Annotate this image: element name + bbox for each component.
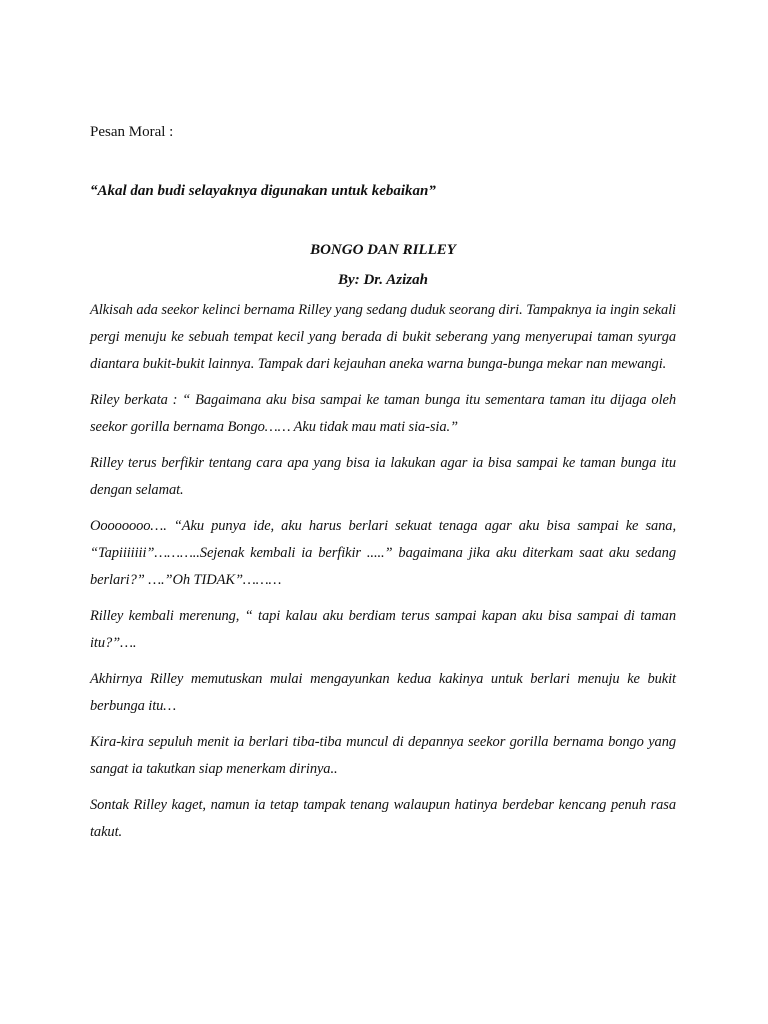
moral-quote: “Akal dan budi selayaknya digunakan untuk kebaikan” [90, 183, 436, 199]
moral-heading: Pesan Moral : [90, 124, 174, 140]
story-body [90, 297, 676, 855]
story-paragraph: Oooooooo…. “Aku punya ide, aku harus berlari sekuat tenaga agar aku bisa sampai ke sana, “Tapiiiiiii”………..Sejenak kembali ia berfikir .....” bagaimana jika aku diterkam saat aku sedang berlari?” ….”Oh TIDAK”……… [90, 518, 676, 588]
story-paragraph: Rilley kembali merenung, “ tapi kalau aku berdiam terus sampai kapan aku bisa sampai di taman itu?”…. [90, 608, 676, 651]
story-paragraph: Rilley terus berfikir tentang cara apa yang bisa ia lakukan agar ia bisa sampai ke taman bunga itu dengan selamat. [90, 455, 676, 498]
story-paragraph: Akhirnya Rilley memutuskan mulai mengayunkan kedua kakinya untuk berlari menuju ke bukit berbunga itu… [90, 671, 676, 714]
story-paragraph: Alkisah ada seekor kelinci bernama Rilley yang sedang duduk seorang diri. Tampaknya ia ingin sekali pergi menuju ke sebuah tempat kecil yang berada di bukit seberang yang menyerupai taman syurga diantara bukit-bukit lainnya. Tampak dari kejauhan aneka warna bunga-bunga mekar nan mewangi. [90, 302, 676, 372]
story-title: BONGO DAN RILLEY [310, 242, 456, 258]
story-byline: By: Dr. Azizah [338, 272, 428, 288]
story-paragraph: Sontak Rilley kaget, namun ia tetap tampak tenang walaupun hatinya berdebar kencang penuh rasa takut. [90, 797, 676, 840]
story-paragraph: Riley berkata : “ Bagaimana aku bisa sampai ke taman bunga itu sementara taman itu dijaga oleh seekor gorilla bernama Bongo…… Aku tidak mau mati sia-sia.” [90, 392, 676, 435]
story-paragraph: Kira-kira sepuluh menit ia berlari tiba-tiba muncul di depannya seekor gorilla bernama bongo yang sangat ia takutkan siap menerkam dirinya.. [90, 734, 676, 777]
